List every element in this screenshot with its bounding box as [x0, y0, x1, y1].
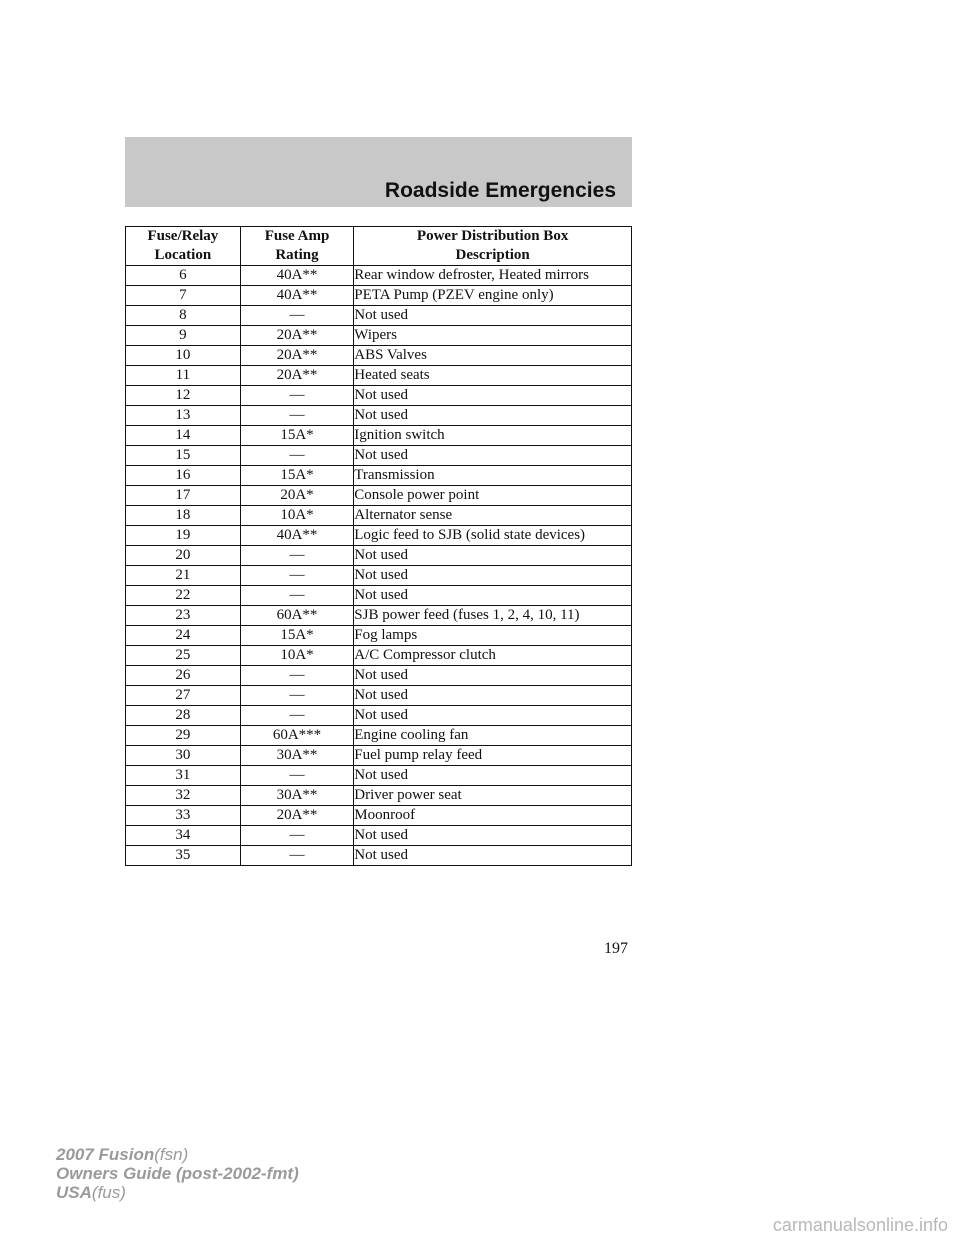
fuse-location-cell: 21 [126, 566, 241, 586]
fuse-rating-cell: — [240, 766, 354, 786]
fuse-rating-cell: 40A** [240, 286, 354, 306]
fuse-description-cell: Not used [354, 846, 632, 866]
table-row [126, 786, 632, 806]
fuse-description-cell: SJB power feed (fuses 1, 2, 4, 10, 11) [354, 606, 632, 626]
fuse-location-cell: 8 [126, 306, 241, 326]
fuse-location-cell: 27 [126, 686, 241, 706]
fuse-rating-cell: — [240, 666, 354, 686]
fuse-rating-cell: — [240, 826, 354, 846]
table-row [126, 566, 632, 586]
fuse-description-cell: Not used [354, 566, 632, 586]
fuse-location-cell: 23 [126, 606, 241, 626]
table-row [126, 746, 632, 766]
fuse-description-cell: ABS Valves [354, 346, 632, 366]
fuse-description-cell: Not used [354, 386, 632, 406]
fuse-description-cell: Not used [354, 766, 632, 786]
fuse-description-cell: Alternator sense [354, 506, 632, 526]
fuse-description-cell: Not used [354, 546, 632, 566]
fuse-location-cell: 18 [126, 506, 241, 526]
fuse-description-cell: Not used [354, 706, 632, 726]
fuse-rating-cell: 20A** [240, 806, 354, 826]
table-row [126, 546, 632, 566]
table-row [126, 366, 632, 386]
fuse-description-cell: Fog lamps [354, 626, 632, 646]
fuse-location-cell: 24 [126, 626, 241, 646]
table-row [126, 446, 632, 466]
fuse-location-cell: 34 [126, 826, 241, 846]
fuse-location-cell: 14 [126, 426, 241, 446]
page-number: 197 [604, 940, 628, 957]
fuse-rating-cell: 40A** [240, 266, 354, 286]
fuse-table [125, 226, 632, 866]
fuse-description-cell: Wipers [354, 326, 632, 346]
fuse-rating-cell: 40A** [240, 526, 354, 546]
fuse-description-cell: Engine cooling fan [354, 726, 632, 746]
table-row [126, 526, 632, 546]
table-row [126, 846, 632, 866]
fuse-description-cell: Fuel pump relay feed [354, 746, 632, 766]
fuse-rating-cell: 15A* [240, 466, 354, 486]
table-row [126, 326, 632, 346]
fuse-description-cell: Moonroof [354, 806, 632, 826]
fuse-location-cell: 10 [126, 346, 241, 366]
section-header-band [125, 137, 632, 207]
fuse-rating-cell: — [240, 846, 354, 866]
fuse-description-cell: Not used [354, 306, 632, 326]
table-row [126, 726, 632, 746]
fuse-rating-cell: 60A** [240, 606, 354, 626]
fuse-rating-cell: 20A** [240, 346, 354, 366]
fuse-rating-cell: 15A* [240, 426, 354, 446]
fuse-rating-cell: — [240, 306, 354, 326]
fuse-rating-cell: 15A* [240, 626, 354, 646]
fuse-description-cell: PETA Pump (PZEV engine only) [354, 286, 632, 306]
fuse-description-cell: Not used [354, 666, 632, 686]
fuse-location-cell: 19 [126, 526, 241, 546]
table-row [126, 826, 632, 846]
fuse-description-cell: A/C Compressor clutch [354, 646, 632, 666]
table-row [126, 466, 632, 486]
fuse-description-cell: Not used [354, 406, 632, 426]
table-row [126, 286, 632, 306]
table-row [126, 686, 632, 706]
fuse-rating-cell: 20A** [240, 366, 354, 386]
fuse-location-cell: 11 [126, 366, 241, 386]
fuse-description-cell: Rear window defroster, Heated mirrors [354, 266, 632, 286]
table-row [126, 706, 632, 726]
footer-doc-info: 2007 Fusion(fsn) Owners Guide (post-2002-fmt) USA(fus) [56, 1145, 299, 1202]
fuse-rating-cell: 10A* [240, 506, 354, 526]
fuse-rating-cell: — [240, 406, 354, 426]
fuse-location-cell: 31 [126, 766, 241, 786]
fuse-location-cell: 17 [126, 486, 241, 506]
fuse-description-cell: Not used [354, 826, 632, 846]
section-title: Roadside Emergencies [384, 179, 616, 202]
fuse-rating-cell: — [240, 706, 354, 726]
fuse-location-cell: 26 [126, 666, 241, 686]
fuse-rating-cell: — [240, 446, 354, 466]
table-row [126, 306, 632, 326]
fuse-rating-cell: — [240, 546, 354, 566]
fuse-rating-cell: — [240, 566, 354, 586]
table-row [126, 626, 632, 646]
watermark: carmanualsonline.info [772, 1215, 948, 1235]
fuse-rating-cell: — [240, 386, 354, 406]
table-row [126, 806, 632, 826]
fuse-description-cell: Ignition switch [354, 426, 632, 446]
fuse-location-cell: 35 [126, 846, 241, 866]
fuse-description-cell: Console power point [354, 486, 632, 506]
table-row [126, 586, 632, 606]
fuse-location-cell: 6 [126, 266, 241, 286]
table-row [126, 426, 632, 446]
fuse-location-cell: 13 [126, 406, 241, 426]
fuse-rating-cell: — [240, 686, 354, 706]
column-header-location: Fuse/Relay Location [126, 227, 241, 266]
fuse-location-cell: 29 [126, 726, 241, 746]
fuse-description-cell: Not used [354, 586, 632, 606]
fuse-location-cell: 15 [126, 446, 241, 466]
fuse-location-cell: 16 [126, 466, 241, 486]
fuse-location-cell: 28 [126, 706, 241, 726]
fuse-location-cell: 9 [126, 326, 241, 346]
fuse-description-cell: Logic feed to SJB (solid state devices) [354, 526, 632, 546]
table-row [126, 266, 632, 286]
fuse-rating-cell: 10A* [240, 646, 354, 666]
table-row [126, 506, 632, 526]
fuse-description-cell: Not used [354, 686, 632, 706]
fuse-description-cell: Not used [354, 446, 632, 466]
fuse-location-cell: 32 [126, 786, 241, 806]
fuse-rating-cell: 60A*** [240, 726, 354, 746]
fuse-rating-cell: 20A* [240, 486, 354, 506]
column-header-description: Power Distribution Box Description [354, 227, 632, 266]
table-row [126, 646, 632, 666]
column-header-rating: Fuse Amp Rating [240, 227, 354, 266]
fuse-location-cell: 33 [126, 806, 241, 826]
table-row [126, 346, 632, 366]
table-row [126, 486, 632, 506]
fuse-location-cell: 12 [126, 386, 241, 406]
fuse-location-cell: 25 [126, 646, 241, 666]
fuse-rating-cell: 30A** [240, 746, 354, 766]
fuse-location-cell: 30 [126, 746, 241, 766]
fuse-rating-cell: — [240, 586, 354, 606]
fuse-rating-cell: 20A** [240, 326, 354, 346]
fuse-description-cell: Driver power seat [354, 786, 632, 806]
table-row [126, 406, 632, 426]
table-row [126, 386, 632, 406]
fuse-description-cell: Heated seats [354, 366, 632, 386]
table-header-row [126, 227, 632, 266]
table-row [126, 606, 632, 626]
fuse-rating-cell: 30A** [240, 786, 354, 806]
fuse-location-cell: 7 [126, 286, 241, 306]
fuse-location-cell: 20 [126, 546, 241, 566]
table-row [126, 766, 632, 786]
fuse-location-cell: 22 [126, 586, 241, 606]
table-row [126, 666, 632, 686]
fuse-description-cell: Transmission [354, 466, 632, 486]
